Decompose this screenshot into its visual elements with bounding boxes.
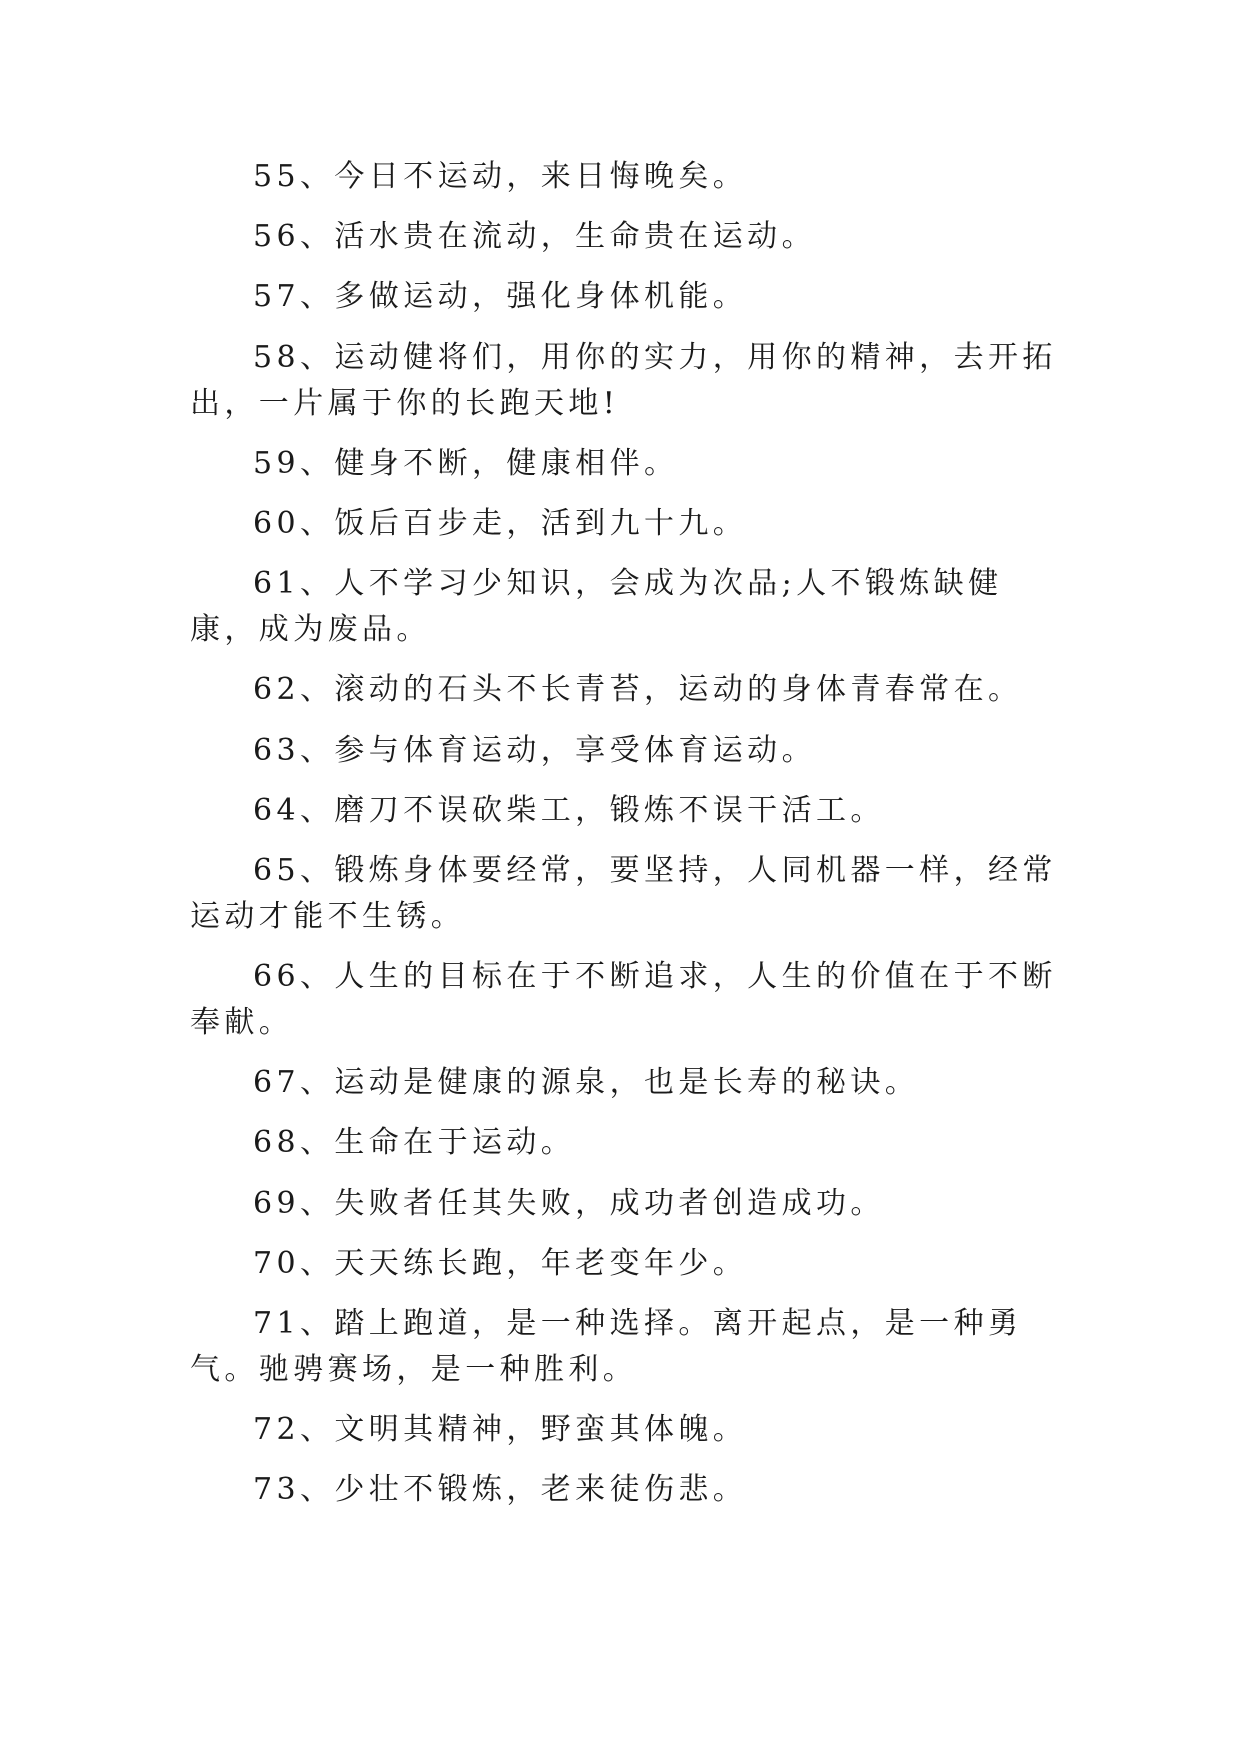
paragraph-60: 60、饭后百步走，活到九十九。: [253, 505, 748, 541]
paragraph-68: 68、生命在于运动。: [253, 1125, 576, 1161]
paragraph-63: 63、参与体育运动，享受体育运动。: [253, 732, 816, 768]
document-page: [190, 154, 1070, 1528]
paragraph-70: 70、天天练长跑，年老变年少。: [253, 1245, 748, 1281]
paragraph-72: 72、文明其精神，野蛮其体魄。: [253, 1412, 748, 1448]
paragraph-55: 55、今日不运动，来日悔晚矣。: [253, 159, 748, 194]
paragraph-73: 73、少壮不锻炼，老来徒伤悲。: [253, 1472, 748, 1508]
paragraph-57: 57、多做运动，强化身体机能。: [253, 279, 748, 315]
paragraph-56: 56、活水贵在流动，生命贵在运动。: [253, 219, 816, 255]
paragraph-69: 69、失败者任其失败，成功者创造成功。: [253, 1185, 885, 1221]
paragraph-62: 62、滚动的石头不长青苔，运动的身体青春常在。: [253, 672, 1023, 708]
paragraph-64: 64、磨刀不误砍柴工，锻炼不误干活工。: [253, 792, 885, 828]
paragraph-66: 66、人生的目标在于不断追求，人生的价值在于不断奉献。: [190, 959, 1057, 1041]
paragraph-65: 65、锻炼身体要经常，要坚持，人同机器一样，经常运动才能不生锈。: [190, 852, 1057, 934]
paragraph-58: 58、运动健将们，用你的实力，用你的精神，去开拓出，一片属于你的长跑天地!: [190, 339, 1057, 421]
paragraph-67: 67、运动是健康的源泉，也是长寿的秘诀。: [253, 1065, 920, 1101]
paragraph-61: 61、人不学习少知识，会成为次品;人不锻炼缺健康，成为废品。: [190, 566, 1003, 648]
paragraph-59: 59、健身不断，健康相伴。: [253, 445, 679, 481]
paragraph-71: 71、踏上跑道，是一种选择。离开起点，是一种勇气。驰骋赛场，是一种胜利。: [190, 1306, 1023, 1387]
